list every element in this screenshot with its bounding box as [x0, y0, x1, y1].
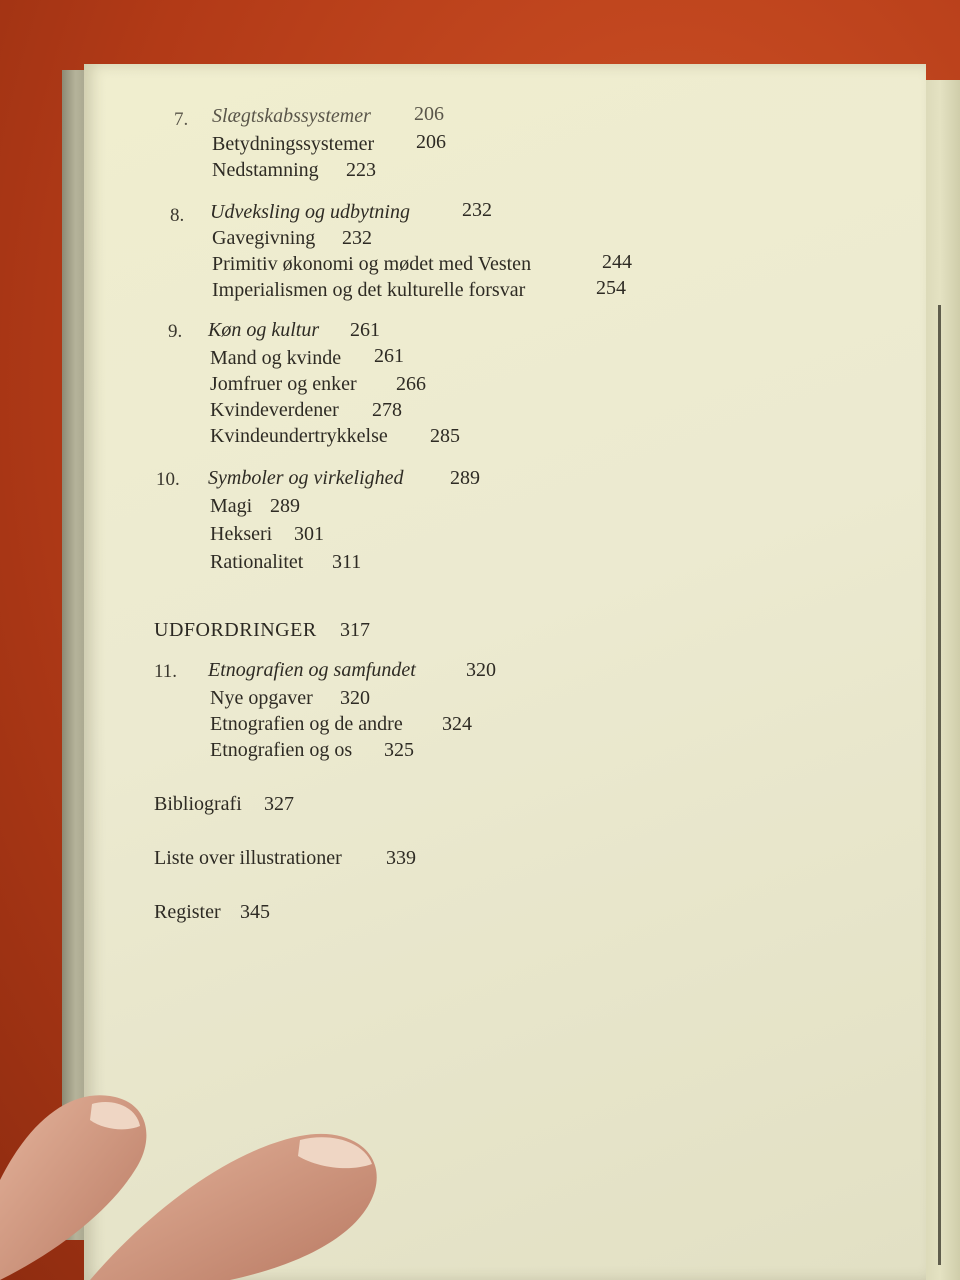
toc-page: 324: [442, 713, 472, 735]
toc-entry: Gavegivning: [212, 227, 316, 249]
toc-entry: Mand og kvinde: [210, 347, 342, 369]
toc-entry: Kvindeverdener: [210, 399, 339, 421]
toc-entry: Kvindeundertrykkelse: [210, 425, 388, 447]
toc-entry: Rationalitet: [210, 551, 304, 573]
toc-page: 327: [264, 793, 294, 815]
toc-entry: Register: [154, 901, 221, 923]
toc-entry: Bibliografi: [154, 793, 242, 815]
chapter-number: 9.: [168, 321, 183, 342]
toc-page: 285: [430, 425, 460, 447]
toc-page: 289: [270, 495, 300, 517]
chapter-title: Slægtskabssystemer: [212, 105, 371, 127]
toc-page: 339: [386, 847, 416, 869]
toc-page: 311: [332, 551, 362, 573]
toc-page: 345: [240, 901, 270, 923]
toc-page: 223: [346, 159, 376, 181]
toc-page: 325: [384, 739, 414, 761]
toc-page: 301: [294, 523, 324, 545]
chapter-page: 232: [462, 199, 492, 221]
part-heading: UDFORDRINGER: [154, 619, 317, 641]
chapter-number: 7.: [174, 109, 189, 130]
chapter-number: 11.: [154, 661, 178, 682]
chapter-title: Etnografien og samfundet: [208, 659, 416, 681]
toc-page: 266: [396, 373, 426, 395]
chapter-page: 289: [450, 467, 480, 489]
chapter-title: Udveksling og udbytning: [210, 201, 410, 223]
chapter-title: Køn og kultur: [208, 319, 320, 341]
chapter-number: 10.: [156, 469, 180, 490]
toc-entry: Magi: [210, 495, 253, 517]
page-gutter-line: [938, 305, 941, 1265]
toc-page: 261: [374, 345, 404, 367]
toc-entry: Primitiv økonomi og mødet med Vesten: [212, 253, 532, 275]
chapter-page: 261: [350, 319, 380, 341]
chapter-page: 320: [466, 659, 496, 681]
chapter-page: 206: [414, 103, 444, 125]
toc-page: 320: [340, 687, 370, 709]
toc-entry: Etnografien og os: [210, 739, 353, 761]
toc-entry: Jomfruer og enker: [210, 373, 357, 395]
chapter-title: Symboler og virkelighed: [208, 467, 404, 489]
toc-entry: Liste over illustrationer: [154, 847, 342, 869]
toc-page: 254: [596, 277, 626, 299]
toc-entry: Nye opgaver: [210, 687, 313, 709]
toc-page: 278: [372, 399, 402, 421]
toc-entry: Nedstamning: [212, 159, 319, 181]
toc-entry: Imperialismen og det kulturelle forsvar: [212, 279, 526, 301]
toc-page: 244: [602, 251, 632, 273]
hand-fingers: [0, 1060, 420, 1280]
toc-entry: Etnografien og de andre: [210, 713, 403, 735]
toc-entry: Betydningssystemer: [212, 133, 375, 155]
toc-entry: Hekseri: [210, 523, 273, 545]
part-page: 317: [340, 619, 370, 641]
toc-page: 232: [342, 227, 372, 249]
chapter-number: 8.: [170, 205, 185, 226]
toc-page: 206: [416, 131, 446, 153]
